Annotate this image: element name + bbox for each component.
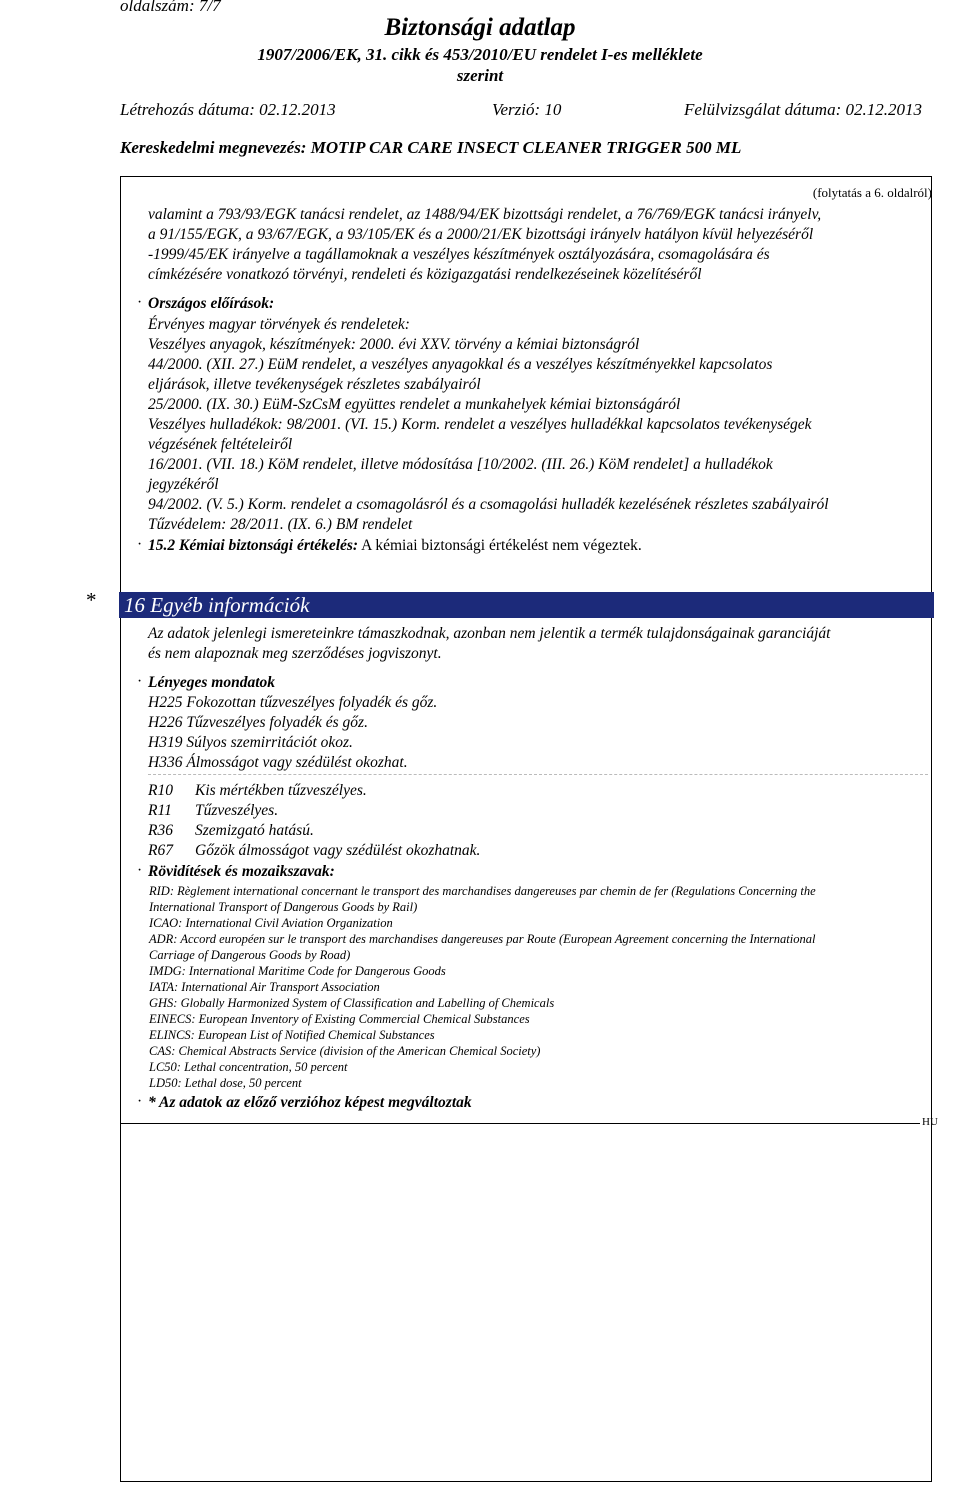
national-line: eljárások, illetve tevékenységek részletes szabályairól xyxy=(148,376,481,393)
page-number: oldalszám: 7/7 xyxy=(120,0,221,15)
review-date: Felülvizsgálat dátuma: 02.12.2013 xyxy=(684,100,922,119)
bullet-dot: · xyxy=(137,536,143,553)
changed-marker: * xyxy=(86,588,97,612)
abbrev-line: LD50: Lethal dose, 50 percent xyxy=(149,1076,302,1090)
abbrev-line: LC50: Lethal concentration, 50 percent xyxy=(149,1060,348,1074)
phrases-heading: Lényeges mondatok xyxy=(148,674,275,691)
intro-line: a 91/155/EGK, a 93/67/EGK, a 93/105/EK és a 2000/21/EK bizottsági irányelv hatályon kívül helyezéséről xyxy=(148,226,814,243)
regulation-reference: 1907/2006/EK, 31. cikk és 453/2010/EU rendelet I-es melléklete xyxy=(257,45,703,64)
h-phrase: H336 Álmosságot vagy szédülést okozhat. xyxy=(148,754,408,771)
creation-date: Létrehozás dátuma: 02.12.2013 xyxy=(120,100,336,119)
section-16-title: 16 Egyéb információk xyxy=(119,592,934,618)
changed-note: * Az adatok az előző verzióhoz képest megváltoztak xyxy=(148,1094,472,1111)
h-phrase: H226 Tűzveszélyes folyadék és gőz. xyxy=(148,714,368,731)
document-title: Biztonsági adatlap xyxy=(384,14,576,41)
intro-line: valamint a 793/93/EGK tanácsi rendelet, az 1488/94/EK bizottsági rendelet, a 76/769/EGK tanácsi irányelv, xyxy=(148,206,822,223)
bullet-dot: · xyxy=(137,1093,143,1110)
bullet-dot: · xyxy=(137,862,143,879)
national-line: Tűzvédelem: 28/2011. (IX. 6.) BM rendelet xyxy=(148,516,413,533)
assessment-line xyxy=(148,536,642,556)
abbrev-line: ADR: Accord européen sur le transport des marchandises dangereuses par Route (European Agreement concerning the International xyxy=(149,932,816,946)
bullet-dot: · xyxy=(137,294,143,311)
h-phrase: H225 Fokozottan tűzveszélyes folyadék és gőz. xyxy=(148,694,438,711)
national-heading: Országos előírások: xyxy=(148,295,275,312)
regulation-suffix: szerint xyxy=(456,66,504,85)
r-phrase-text: Szemizgató hatású. xyxy=(195,822,314,839)
abbrev-line: CAS: Chemical Abstracts Service (division of the American Chemical Society) xyxy=(149,1044,541,1058)
abbrev-line: RID: Règlement international concernant le transport des marchandises dangereuses par chemin de fer (Regulations Concerning the xyxy=(149,884,816,898)
abbrev-line: ICAO: International Civil Aviation Organization xyxy=(149,916,393,930)
abbrev-line: International Transport of Dangerous Goods by Rail) xyxy=(149,900,418,914)
assessment-label: 15.2 Kémiai biztonsági értékelés: xyxy=(148,537,359,554)
language-code: HU xyxy=(922,1116,938,1128)
abbrev-line: GHS: Globally Harmonized System of Classification and Labelling of Chemicals xyxy=(149,996,555,1010)
r-phrase-text: Tűzveszélyes. xyxy=(195,802,279,819)
disclaimer-line: Az adatok jelenlegi ismereteinkre támaszkodnak, azonban nem jelentik a termék tulajdonságainak garanciáját xyxy=(148,625,831,642)
national-line: Veszélyes anyagok, készítmények: 2000. évi XXV. törvény a kémiai biztonságról xyxy=(148,336,640,353)
r-phrase-code: R11 xyxy=(148,802,172,819)
version: Verzió: 10 xyxy=(492,100,562,119)
national-line: Veszélyes hulladékok: 98/2001. (VI. 15.) Korm. rendelet a veszélyes hulladékkal kapcsolatos tevékenységek xyxy=(148,416,812,433)
separator xyxy=(148,774,928,775)
abbrev-line: IMDG: International Maritime Code for Dangerous Goods xyxy=(149,964,446,978)
footer-rule xyxy=(120,1123,920,1124)
intro-line: -1999/45/EK irányelve a tagállamoknak a veszélyes készítmények osztályozására, csomagolására és xyxy=(148,246,770,263)
national-line: jegyzékéről xyxy=(148,476,219,493)
r-phrase-code: R36 xyxy=(148,822,173,839)
r-phrase-text: Kis mértékben tűzveszélyes. xyxy=(195,782,367,799)
r-phrase-code: R10 xyxy=(148,782,173,799)
national-line: 44/2000. (XII. 27.) EüM rendelet, a veszélyes anyagokkal és a veszélyes készítményekkel kapcsolatos xyxy=(148,356,773,373)
abbrev-line: IATA: International Air Transport Association xyxy=(149,980,380,994)
abbrev-line: ELINCS: European List of Notified Chemical Substances xyxy=(149,1028,435,1042)
abbrev-line: Carriage of Dangerous Goods by Road) xyxy=(149,948,351,962)
national-line: Érvényes magyar törvények és rendeletek: xyxy=(148,316,410,333)
bullet-dot: · xyxy=(137,673,143,690)
national-line: 25/2000. (IX. 30.) EüM-SzCsM együttes rendelet a munkahelyek kémiai biztonságáról xyxy=(148,396,681,413)
abbrev-heading: Rövidítések és mozaikszavak: xyxy=(148,863,335,880)
national-line: 94/2002. (V. 5.) Korm. rendelet a csomagolásról és a csomagolási hulladék kezelésének részletes szabályairól xyxy=(148,496,829,513)
disclaimer-line: és nem alapoznak meg szerződéses jogviszonyt. xyxy=(148,645,442,662)
national-line: végzésének feltételeiről xyxy=(148,436,293,453)
h-phrase: H319 Súlyos szemirritációt okoz. xyxy=(148,734,353,751)
abbrev-line: EINECS: European Inventory of Existing Commercial Chemical Substances xyxy=(149,1012,530,1026)
continued-note: (folytatás a 6. oldalról) xyxy=(812,185,932,200)
national-line: 16/2001. (VII. 18.) KöM rendelet, illetve módosítása [10/2002. (III. 26.) KöM rendelet] a hulladékok xyxy=(148,456,773,473)
assessment-text: A kémiai biztonsági értékelést nem végeztek. xyxy=(358,537,642,554)
r-phrase-text: Gőzök álmosságot vagy szédülést okozhatnak. xyxy=(195,842,481,859)
trade-name: Kereskedelmi megnevezés: MOTIP CAR CARE INSECT CLEANER TRIGGER 500 ML xyxy=(120,138,742,157)
r-phrase-code: R67 xyxy=(148,842,173,859)
intro-line: címkézésére vonatkozó törvényi, rendeleti és közigazgatási rendelkezéseinek közelítéséről xyxy=(148,266,702,283)
